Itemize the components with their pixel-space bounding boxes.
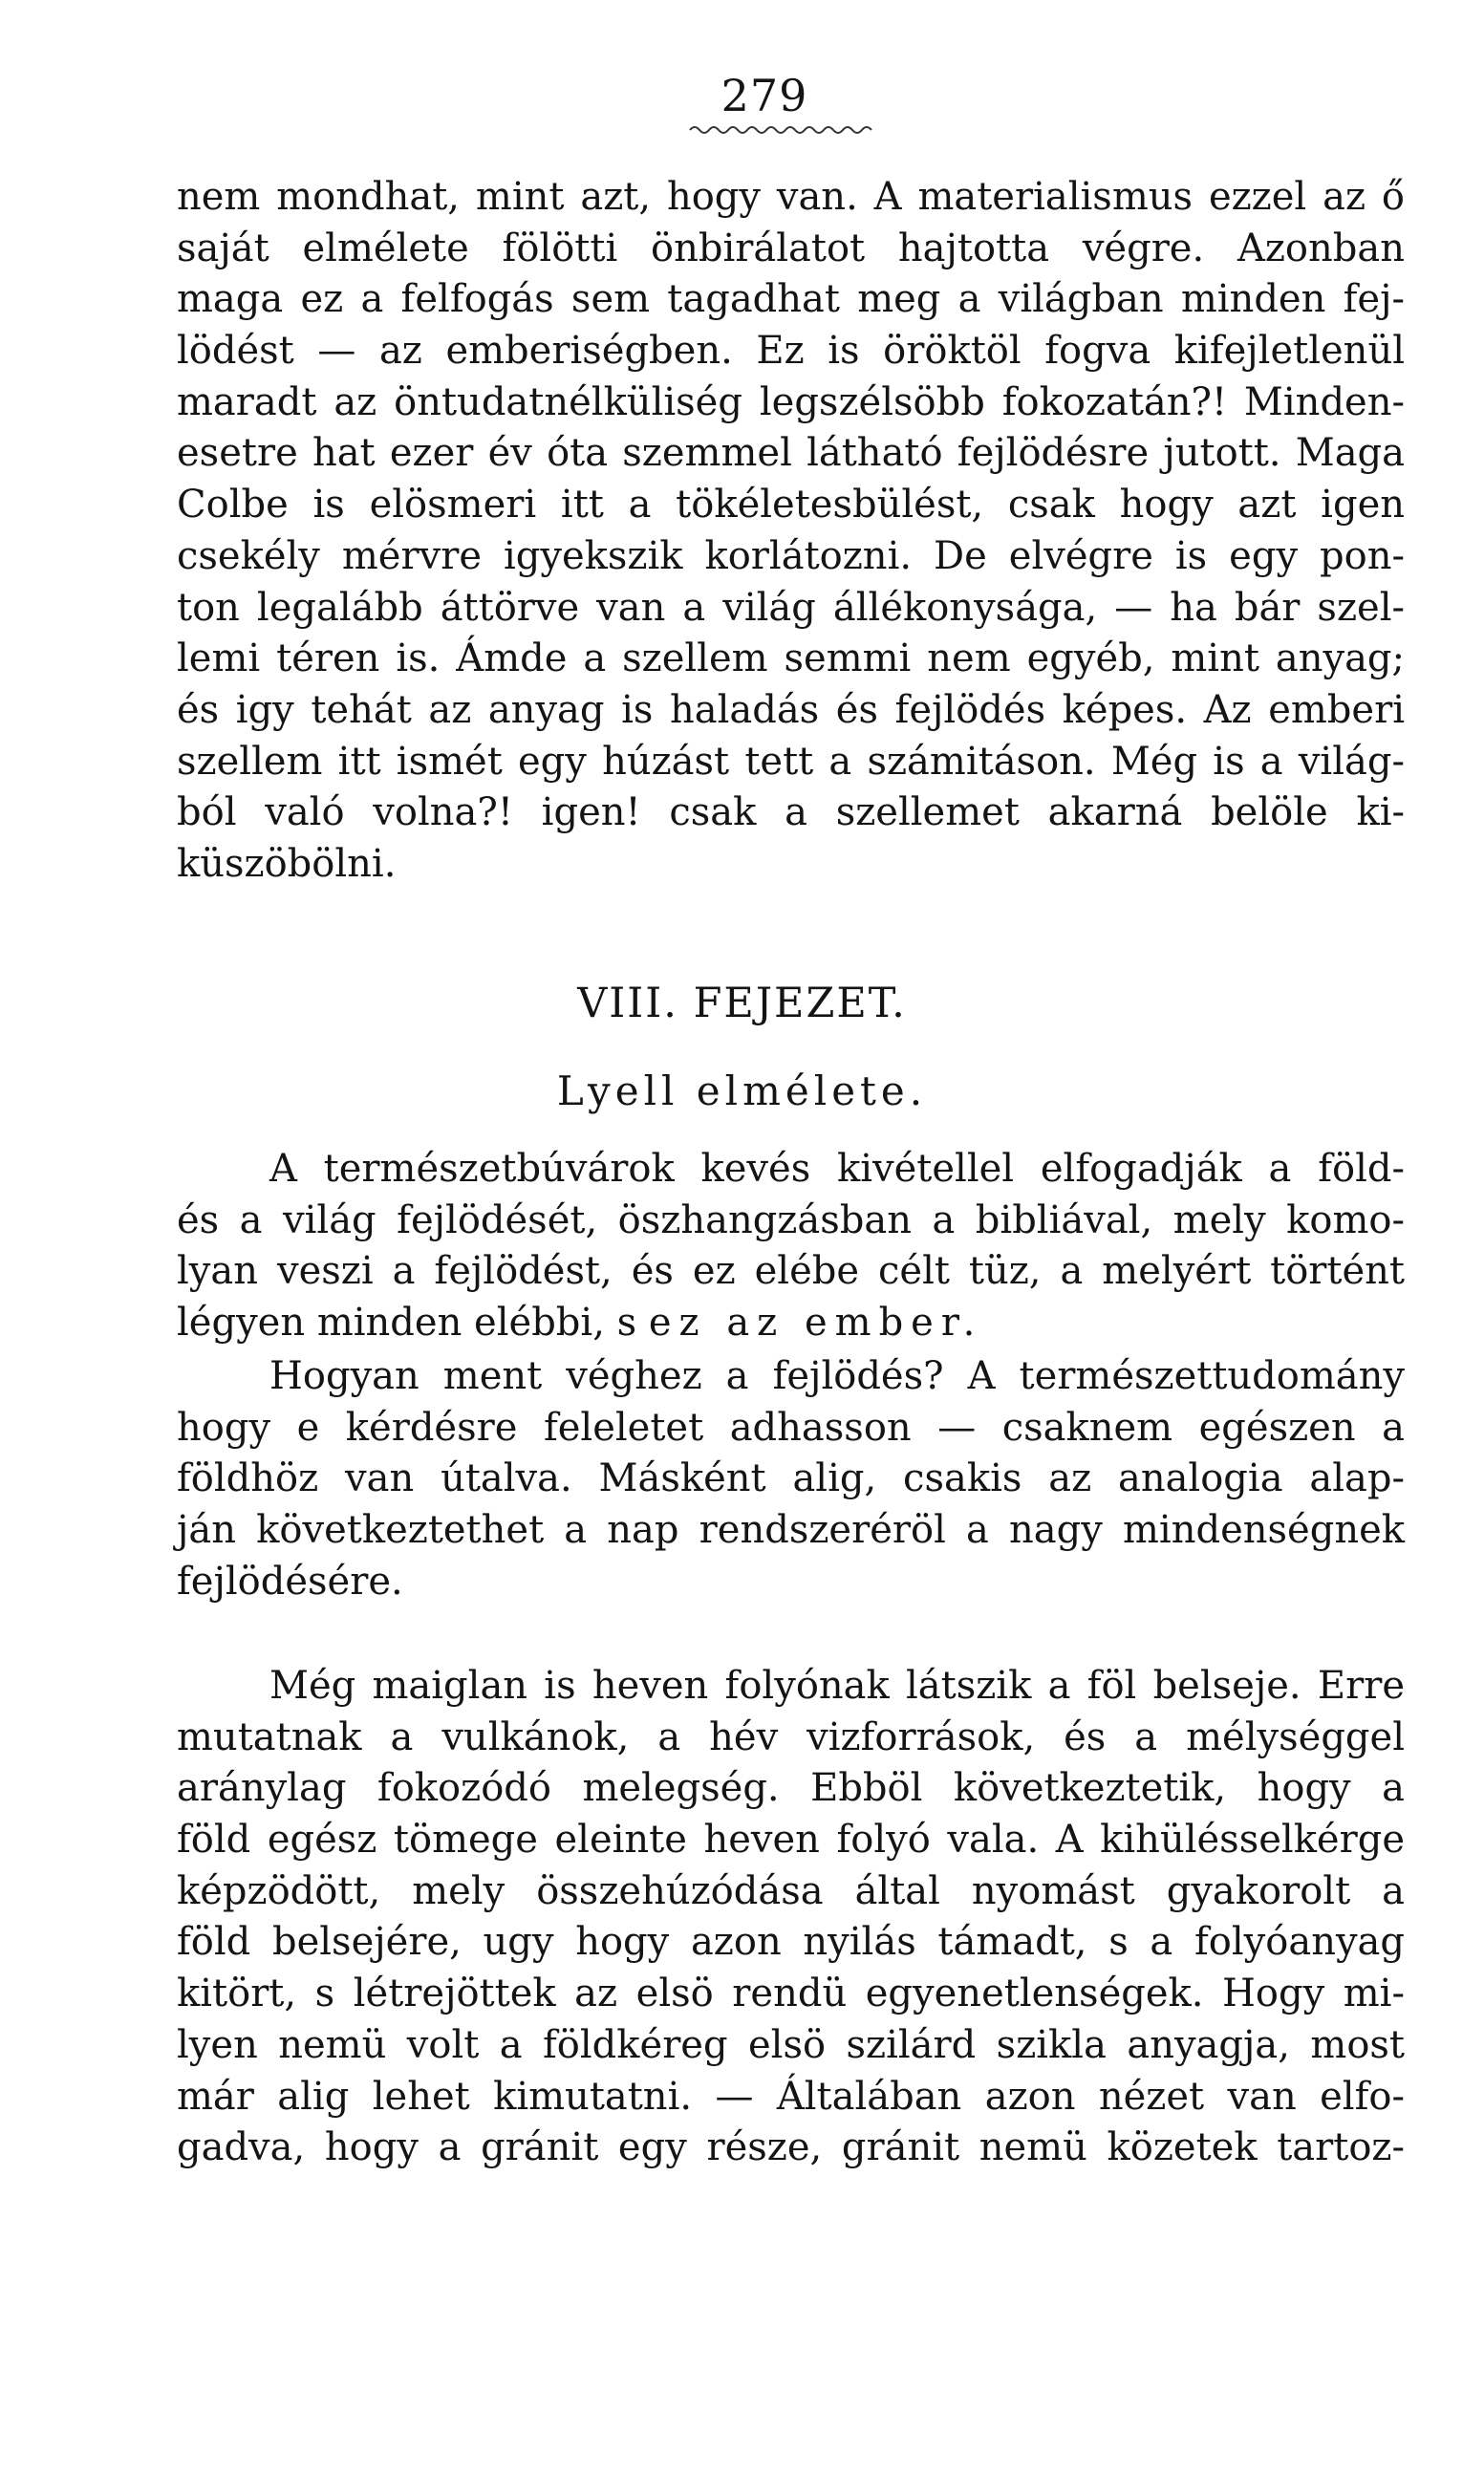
text-line <box>177 1298 1405 1349</box>
text-line: ján következtethet a nap rendszeréröl a nagy mindenségnek <box>177 1508 1405 1553</box>
text-line: mutatnak a vulkánok, a hév vizforrások, és a mélységgel <box>177 1714 1405 1759</box>
emphasized-text: ez az ember. <box>648 1301 983 1346</box>
page-number-ornament <box>688 122 879 138</box>
text-line-start: légyen minden elébbi, s <box>177 1301 637 1346</box>
text-line: maga ez a felfogás sem tagadhat meg a világban minden fej- <box>177 277 1405 322</box>
text-line: saját elmélete fölötti önbirálatot hajtotta végre. Azonban <box>177 226 1405 270</box>
paragraph-question <box>177 1351 1405 1607</box>
chapter-title: Lyell elmélete. <box>556 1067 928 1114</box>
text-line: küszöbölni. <box>177 841 397 886</box>
chapter-heading: VIII. FEJEZET. <box>577 980 907 1027</box>
text-line: csekély mérvre igyekszik korlátozni. De elvégre is egy pon- <box>177 533 1405 578</box>
paragraph-continued <box>177 172 1405 891</box>
text-line: fejlödésére. <box>177 1559 403 1604</box>
text-line: maradt az öntudatnélküliség legszélsöbb fokozatán?! Minden- <box>177 379 1405 424</box>
paragraph-earth-interior <box>177 1661 1405 2174</box>
text-line: esetre hat ezer év óta szemmel látható fejlödésre jutott. Maga <box>177 431 1405 476</box>
paragraph-intro <box>177 1144 1405 1349</box>
text-line: hogy e kérdésre feleletet adhasson — csaknem egészen a <box>177 1405 1405 1450</box>
text-line: lemi téren is. Ámde a szellem semmi nem egyéb, mint anyag; <box>177 636 1405 681</box>
text-line: Hogyan ment véghez a fejlödés? A természettudomány <box>269 1354 1405 1398</box>
text-line: lyen nemü volt a földkéreg elsö szilárd szikla anyagja, most <box>177 2022 1405 2067</box>
text-line: kitört, s létrejöttek az elsö rendü egyenetlenségek. Hogy mi- <box>177 1972 1405 2016</box>
text-line: nem mondhat, mint azt, hogy van. A materialismus ezzel az ő <box>177 175 1405 219</box>
text-line: és a világ fejlödését, öszhangzásban a bibliával, mely komo- <box>177 1197 1405 1242</box>
text-line: gadva, hogy a gránit egy része, gránit nemü közetek tartoz- <box>177 2125 1405 2170</box>
text-line: lödést — az emberiségben. Ez is öröktöl fogva kifejletlenül <box>177 329 1405 374</box>
text-line: és igy tehát az anyag is haladás és fejlödés képes. Az emberi <box>177 687 1405 732</box>
text-line: Még maiglan is heven folyónak látszik a föl belseje. Erre <box>269 1664 1405 1708</box>
text-line: földhöz van útalva. Másként alig, csakis az analogia alap- <box>177 1456 1405 1501</box>
text-line: A természetbúvárok kevés kivétellel elfogadják a föld- <box>269 1147 1405 1191</box>
text-line: föld belsejére, ugy hogy azon nyilás támadt, s a folyóanyag <box>177 1920 1405 1965</box>
page-number: 279 <box>720 70 808 121</box>
text-line: Colbe is elösmeri itt a tökéletesbülést, csak hogy azt igen <box>177 483 1405 528</box>
text-line: szellem itt ismét egy húzást tett a számitáson. Még is a világ- <box>177 739 1405 784</box>
text-line: ton legalább áttörve van a világ állékonysága, — ha bár szel- <box>177 585 1405 630</box>
text-line: képzödött, mely összehúzódása által nyomást gyakorolt a <box>177 1868 1405 1913</box>
text-line: aránylag fokozódó melegség. Ebböl következtetik, hogy a <box>177 1766 1405 1811</box>
text-line: lyan veszi a fejlödést, és ez elébe célt tüz, a melyért történt <box>177 1249 1405 1294</box>
text-line: ból való volna?! igen! csak a szellemet akarná belöle ki- <box>177 790 1405 835</box>
text-line: föld egész tömege eleinte heven folyó vala. A kihülésselkérge <box>177 1818 1405 1863</box>
text-line: már alig lehet kimutatni. — Általában azon nézet van elfo- <box>177 2074 1405 2119</box>
